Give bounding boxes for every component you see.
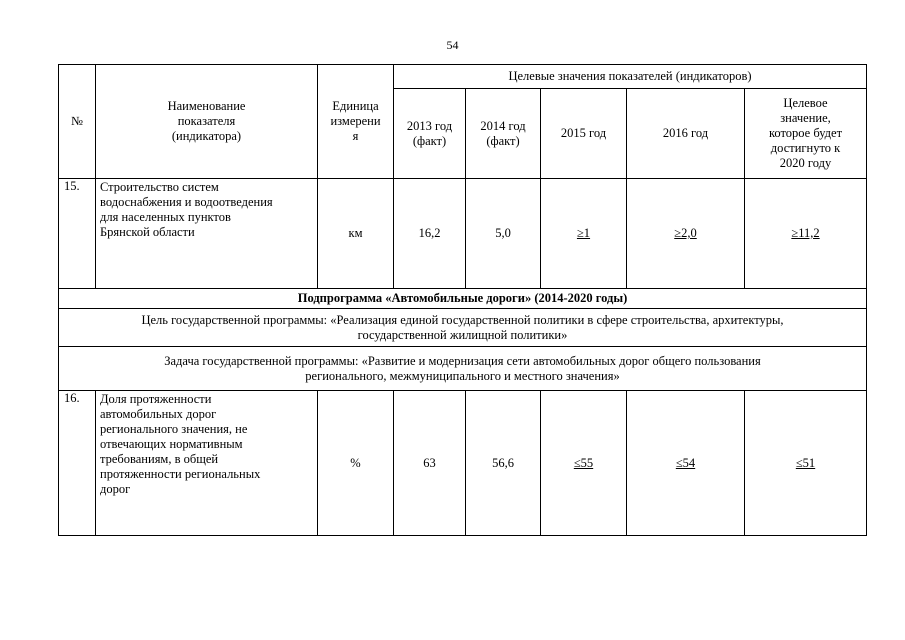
row-target: ≥11,2	[745, 179, 867, 289]
row-2015: ≤55	[541, 391, 627, 536]
row-2014: 5,0	[466, 179, 541, 289]
subprogram-row	[59, 289, 867, 309]
header-unit: Единица измерени я	[318, 65, 394, 179]
row-num: 15.	[59, 179, 96, 289]
row-2013: 63	[394, 391, 466, 536]
row-name: Доля протяженности автомобильных дорог регионального значения, не отвечающих нормативным требованиям, в общей протяженности региональных дорог	[96, 391, 318, 536]
program-task: Задача государственной программы: «Развитие и модернизация сети автомобильных дорог общего пользования регионального, межмуниципального и местного значения»	[59, 347, 867, 391]
row-unit: %	[318, 391, 394, 536]
page-number: 54	[446, 38, 459, 52]
task-row	[59, 347, 867, 391]
program-goal: Цель государственной программы: «Реализация единой государственной политики в сфере строительства, архитектуры, государственной жилищной политики»	[59, 309, 867, 347]
header-num: №	[59, 65, 96, 179]
subprogram-title: Подпрограмма «Автомобильные дороги» (2014-2020 годы)	[59, 289, 867, 309]
header-target: Целевое значение, которое будет достигнуто к 2020 году	[745, 89, 867, 179]
indicators-table	[58, 64, 867, 536]
header-targets-group: Целевые значения показателей (индикаторов)	[394, 65, 867, 89]
row-2016: ≤54	[627, 391, 745, 536]
row-2013: 16,2	[394, 179, 466, 289]
header-name: Наименование показателя (индикатора)	[96, 65, 318, 179]
row-target: ≤51	[745, 391, 867, 536]
table-row	[59, 179, 867, 289]
row-2016: ≥2,0	[627, 179, 745, 289]
goal-row	[59, 309, 867, 347]
header-2015: 2015 год	[541, 89, 627, 179]
header-2014: 2014 год (факт)	[466, 89, 541, 179]
row-num: 16.	[59, 391, 96, 536]
header-row	[59, 65, 867, 89]
header-2013: 2013 год (факт)	[394, 89, 466, 179]
row-2014: 56,6	[466, 391, 541, 536]
row-unit: км	[318, 179, 394, 289]
header-2016: 2016 год	[627, 89, 745, 179]
row-name: Строительство систем водоснабжения и водоотведения для населенных пунктов Брянской области	[96, 179, 318, 289]
row-2015: ≥1	[541, 179, 627, 289]
table-row	[59, 391, 867, 536]
